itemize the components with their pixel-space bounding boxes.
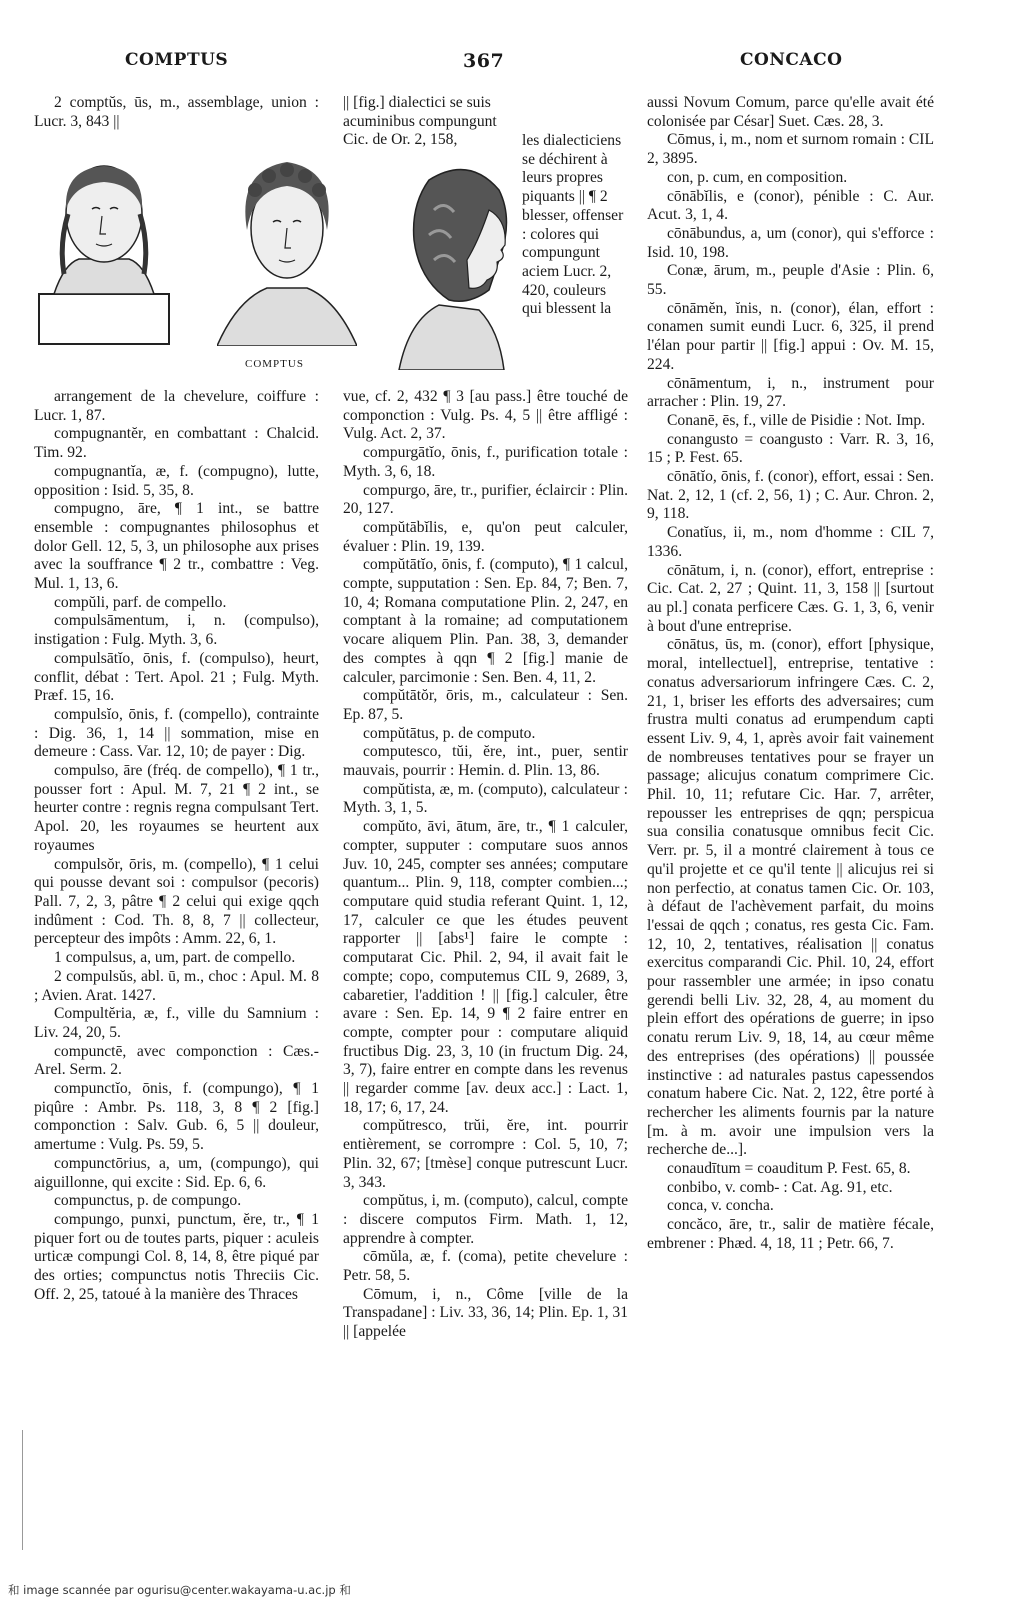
entry: compugnantĭa, æ, f. (compugno), lutte, opposition : Isid. 5, 35, 8.: [34, 462, 319, 499]
entry: cōnāmĕn, ĭnis, n. (conor), élan, effort : conamen sumit eundi Lucr. 6, 325, il prend l'élan pour partir || [fig.] appui : Ov. M. 15, 224.: [647, 299, 934, 373]
entry: cōnābĭlis, e (conor), pénible : C. Aur. Acut. 3, 1, 4.: [647, 187, 934, 224]
entry: compulso, āre (fréq. de compello), ¶ 1 tr., pousser fort : Apul. M. 7, 21 ¶ 2 int., se heurter contre : regnis regna compulsant Tert. Apol. 20, les royaumes se heurtent aux royaumes: [34, 762, 319, 854]
entry-continuation: les dialecticiens se déchirent à leurs propres piquants || ¶ 2 blesser, offenser : colores qui compungunt aciem Lucr. 2, 420, couleurs qui blessent la: [522, 132, 624, 318]
entry: compungo, punxi, punctum, ĕre, tr., ¶ 1 piquer fort ou de toutes parts, piquer : aculeis urticæ compungi Col. 8, 14, 8, être piqué par des orties; compunctus notis Threciis Cic. Off. 2, 25, tatoué à la manière des Thraces: [34, 1210, 319, 1303]
entry: Conanē, ēs, f., ville de Pisidie : Not. Imp.: [667, 411, 926, 429]
entry: 2 compulsŭs, abl. ū, m., choc : Apul. M. 8 ; Avien. Arat. 1427.: [34, 967, 319, 1004]
entry: compŭtātŏr, ōris, m., calculateur : Sen. Ep. 87, 5.: [343, 687, 628, 723]
figure-busts: [34, 150, 524, 370]
entry: compulsŏr, ōris, m. (compello), ¶ 1 celui qui pousse devant soi : compulsor (pecoris) Pall. 7, 2, 3, pâtre ¶ 2 celui qui exige qqch indûment : Cod. Th. 8, 8, 7 || collecteur, percepteur des impôts : Amm. 22, 6, 1.: [34, 855, 319, 948]
column-3: [647, 94, 934, 1254]
entry: arrangement de la chevelure, coiffure : Lucr. 1, 87.: [34, 388, 319, 424]
entry: conaudītum = coauditum P. Fest. 65, 8.: [667, 1160, 911, 1178]
entry: compŭtus, i, m. (computo), calcul, compte : discere computos Firm. Math. 1, 12, apprendre à compter.: [343, 1192, 628, 1247]
entry: conca, v. concha.: [667, 1197, 774, 1215]
column-1: [34, 388, 319, 1304]
entry: con, p. cum, en composition.: [667, 168, 848, 186]
entry: compulsāmentum, i, n. (compulso), instigation : Fulg. Myth. 3, 6.: [34, 612, 319, 649]
scan-credit-footer: 和 image scannée par ogurisu@center.wakayama-u.ac.jp 和: [8, 1583, 351, 1597]
entry: compulsĭo, ōnis, f. (compello), contrainte : Dig. 36, 1, 14 || sommation, mise en demeure : Cass. Var. 12, 10; de payer : Dig.: [34, 705, 319, 761]
entry: compunctōrius, a, um, (compungo), qui aiguillonne, qui excite : Sid. Ep. 6, 6.: [34, 1154, 319, 1191]
entry: Cōmum, i, n., Côme [ville de la Transpadane] : Liv. 33, 36, 14; Plin. Ep. 1, 31 || [appelée: [343, 1285, 628, 1341]
entry: cōmŭla, æ, f. (coma), petite chevelure : Petr. 58, 5.: [343, 1248, 628, 1285]
running-head-left: COMPTUS: [125, 50, 229, 70]
entry: Conatĭus, ii, m., nom d'homme : CIL 7, 1336.: [647, 524, 934, 560]
entry: 1 compulsus, a, um, part. de compello.: [54, 949, 296, 967]
entry: cōnābundus, a, um (conor), qui s'efforce : Isid. 10, 198.: [647, 224, 934, 261]
page-number: 367: [463, 50, 505, 72]
entry-continuation: aussi Novum Comum, parce qu'elle avait été colonisée par César] Suet. Cæs. 28, 3.: [647, 94, 934, 130]
figure-caption: COMPTUS: [245, 358, 304, 370]
entry: compugnantĕr, en combattant : Chalcid. Tim. 92.: [34, 425, 319, 462]
entry: conangusto = coangusto : Varr. R. 3, 16, 15 ; P. Fest. 65.: [647, 430, 934, 467]
entry: compunctĭo, ōnis, f. (compungo), ¶ 1 piqûre : Ambr. Ps. 118, 3, 8 ¶ 2 [fig.] componction : Salv. Gub. 6, 5 || douleur, amertume : Vulg. Ps. 59, 5.: [34, 1080, 319, 1154]
column-1-top: [34, 94, 319, 131]
entry: Compultĕria, æ, f., ville du Samnium : Liv. 24, 20, 5.: [34, 1005, 319, 1041]
entry: compŭtābĭlis, e, qu'on peut calculer, évaluer : Plin. 19, 139.: [343, 518, 628, 555]
entry: 2 comptŭs, ūs, m., assemblage, union : Lucr. 3, 843 ||: [34, 94, 319, 130]
entry: cōnāmentum, i, n., instrument pour arracher : Plin. 19, 27.: [647, 374, 934, 411]
entry: compŭtista, æ, m. (computo), calculateur : Myth. 3, 1, 5.: [343, 780, 628, 817]
entry: compŭli, parf. de compello.: [54, 593, 227, 611]
column-2-top: [343, 94, 508, 150]
bust-braided-icon: [34, 154, 174, 350]
entry: compurgātĭo, ōnis, f., purification totale : Myth. 3, 6, 18.: [343, 444, 628, 480]
entry: computesco, tŭi, ĕre, int., puer, sentir mauvais, pourrir : Hemin. d. Plin. 13, 86.: [343, 743, 628, 780]
entry: conbibo, v. comb- : Cat. Ag. 91, etc.: [667, 1178, 893, 1196]
scan-margin-line: [22, 1430, 23, 1550]
entry: cōnātĭo, ōnis, f. (conor), effort, essai : Sen. Nat. 2, 12, 1 (cf. 2, 56, 1) ; C. Aur. Chron. 2, 9, 118.: [647, 468, 934, 523]
entry: cōnātus, ūs, m. (conor), effort [physique, moral, intellectuel], entreprise, tentative : conatus adversariorum infringere Cæs. C. 2, 21, 1, briser les efforts des adversaires; cum frustra multi conatus ad erumpendum capti essent Liv. 9, 4, 1, après avoir fait vainement de nombreuses tentatives pour se frayer un passage; alicujus conatum comprimere Cic. Phil. 10, 11; refutare Cic. Har. 7, arrêter, repousser les entreprises de qqn; perspicua sua consilia conatusque omnibus fecit Cic. Verr. pr. 5, il a montré clairement à tous ce qu'il projette et ce qu'il tente || alicujus rei si non perfectio, at conatus tamen Cic. Or. 103, à défaut de l'achèvement parfait, du moins l'essai de qqch ; conatus, res gesta Cic. Fam. 12, 10, 2, tentatives, réalisation || conatus exercitus comparandi Cic. Phil. 10, 24, effort pour rassembler une armée; in ipso conatu gerendi belli Liv. 32, 28, 4, au moment du plein effort des opérations de guerre; in ipso conatu rerum Liv. 9, 18, 14, au cœur même des entreprises (des opérations) || poussée instinctive : ad naturales pastus capessendos conatum habere Cic. Nat. 2, 122, être porté à rechercher les aliments fournis par la nature [m. à m. avoir une impulsion vers la recherche de...].: [647, 636, 934, 1159]
entry: compŭtātus, p. de computo.: [363, 724, 536, 742]
entry: Conæ, ārum, m., peuple d'Asie : Plin. 6, 55.: [647, 262, 934, 299]
entry-continuation: vue, cf. 2, 432 ¶ 3 [au pass.] être touché de componction : Vulg. Ps. 4, 5 || être affligé : Vulg. Act. 2, 37.: [343, 388, 628, 443]
entry: compŭto, āvi, ātum, āre, tr., ¶ 1 calculer, compter, supputer : computare suos annos Juv. 10, 245, compter ses années; computare quantum... Plin. 9, 118, compter combien...; computare quid studia referant Quint. 1, 12, 17, calculer ce que les études peuvent rapporter || [abs¹] faire le compte : computarat Cic. Phil. 2, 94, il avait fait le compte; copo, computemus CIL 9, 2689, 3, cabaretier, l'addition ! || [fig.] calculer, être avare : Sen. Ep. 14, 9 ¶ 2 faire entrer en compte, compter pour : computare aliquid fructibus Dig. 23, 3, 10 (in fructum Dig. 24, 3, 7), faire entrer en compte dans les revenus || regarder comme [av. deux acc.] : Lact. 1, 18, 17; 6, 17, 24.: [343, 818, 628, 1116]
entry: compŭtātĭo, ōnis, f. (computo), ¶ 1 calcul, compte, supputation : Sen. Ep. 84, 7; Ben. 7, 10, 4; Romana computatione Plin. 2, 247, en comptant à la romaine; ad computationem vocare aliquem Plin. Pan. 38, 3, demander des comptes à qqn ¶ 2 [fig.] manie de calculer, parcimonie : Sen. Ben. 4, 11, 2.: [343, 556, 628, 686]
entry: compugno, āre, ¶ 1 int., se battre ensemble : compugnantes philosophus et dolor Gell. 12, 5, 3, un philosophe aux prises avec la souffrance ¶ 2 tr., combattre : Veg. Mul. 1, 13, 6.: [34, 500, 319, 593]
entry: compŭtresco, trŭi, ĕre, int. pourrir entièrement, se corrompre : Col. 5, 10, 7; Plin. 32, 67; [tmèse] conque putrescunt Lucr. 3, 343.: [343, 1117, 628, 1191]
entry-continuation: || [fig.] dialectici se suis acuminibus compungunt Cic. de Or. 2, 158,: [343, 94, 497, 149]
entry: compulsātĭo, ōnis, f. (compulso), heurt, conflit, débat : Tert. Apol. 21 ; Fulg. Myth. Præf. 15, 16.: [34, 649, 319, 705]
column-2-side: [522, 132, 628, 319]
bust-profile-icon: [389, 150, 519, 370]
entry: compunctē, avec componction : Cæs.-Arel. Serm. 2.: [34, 1042, 319, 1079]
bust-curled-icon: [217, 150, 357, 346]
running-head-right: CONCACO: [740, 50, 843, 70]
entry: concăco, āre, tr., salir de matière fécale, embrener : Phæd. 4, 18, 11 ; Petr. 66, 7.: [647, 1216, 934, 1252]
entry: compunctus, p. de compungo.: [54, 1192, 242, 1210]
column-2: [343, 388, 628, 1342]
entry: cōnātum, i, n. (conor), effort, entreprise : Cic. Cat. 2, 27 ; Quint. 11, 3, 158 || [surtout au pl.] conata perficere Cæs. G. 1, 3, 6, venir à bout d'une entreprise.: [647, 561, 934, 635]
entry: Cōmus, i, m., nom et surnom romain : CIL 2, 3895.: [647, 131, 934, 168]
entry: compurgo, āre, tr., purifier, éclaircir : Plin. 20, 127.: [343, 481, 628, 518]
